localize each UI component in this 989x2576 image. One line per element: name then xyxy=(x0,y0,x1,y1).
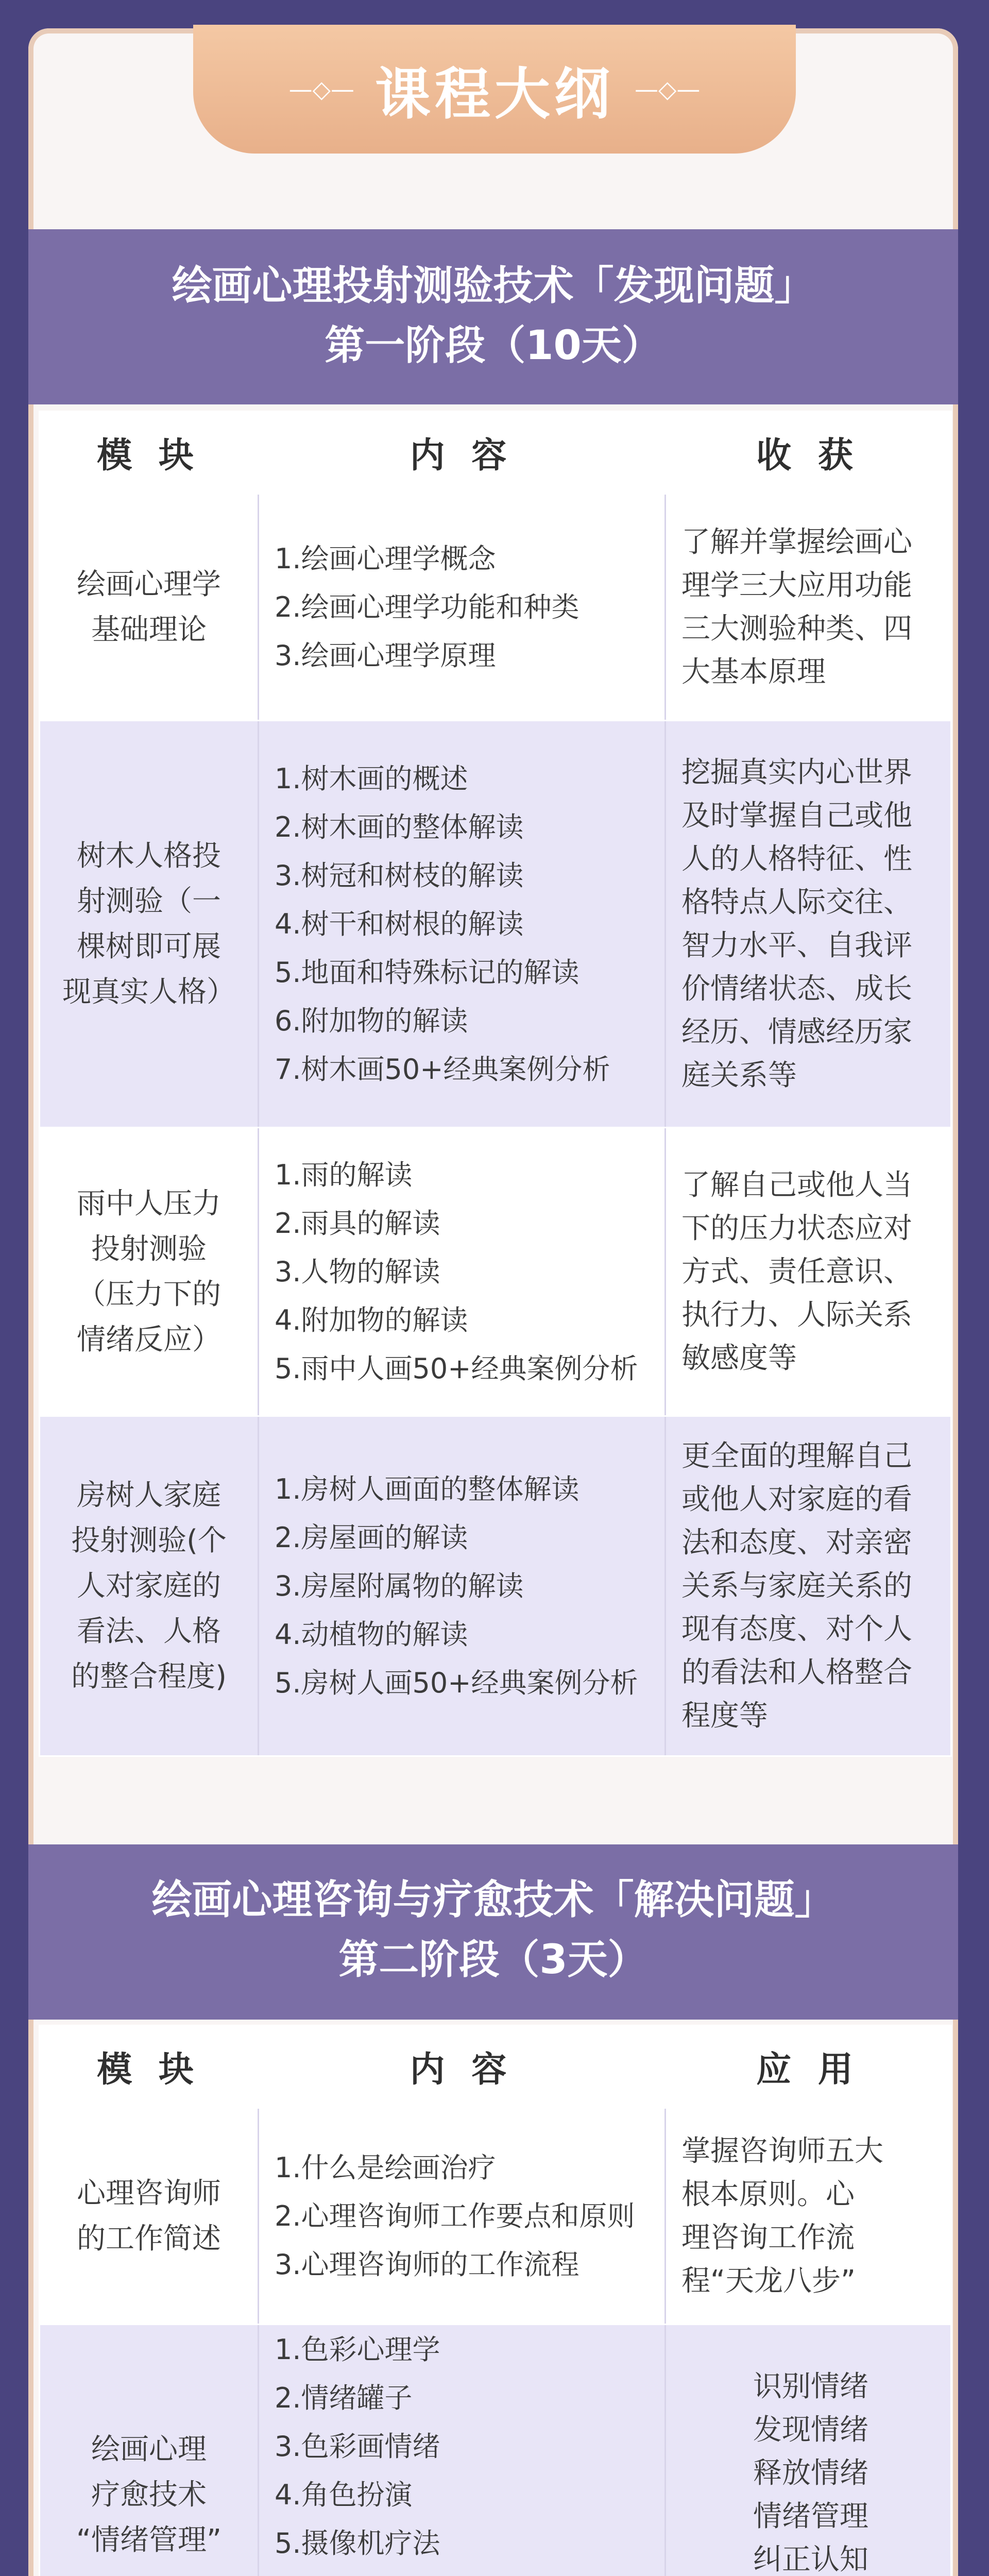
result-line: 了解并掌握绘画心 xyxy=(681,525,912,559)
section2-table xyxy=(39,2025,952,2576)
table-row xyxy=(40,2325,951,2576)
module-line: 现真实人格） xyxy=(62,975,235,1009)
content-line: 6.附加物的解读 xyxy=(275,1004,468,1037)
content-line: 4.树干和树根的解读 xyxy=(275,907,524,940)
section1-subtitle: 第一阶段（10天） xyxy=(325,323,662,369)
content-cell xyxy=(259,2108,666,2325)
result-line: 识别情绪 xyxy=(753,2370,868,2403)
content-line: 3.树冠和树枝的解读 xyxy=(275,859,524,892)
module-line: 疗愈技术 xyxy=(91,2478,207,2512)
content-line: 2.树木画的整体解读 xyxy=(275,810,524,843)
module-line: 棵树即可展 xyxy=(77,929,221,963)
table-header-row xyxy=(40,2026,951,2108)
content-line: 2.情绪罐子 xyxy=(275,2382,413,2414)
module-line: 绘画心理 xyxy=(91,2433,207,2466)
result-line: 理咨询工作流 xyxy=(681,2221,855,2255)
result-line: 根本原则。心 xyxy=(681,2177,855,2211)
content-cell xyxy=(259,721,666,1128)
result-line: 方式、责任意识、 xyxy=(681,1255,912,1289)
content-line: 1.雨的解读 xyxy=(275,1158,413,1191)
content-line: 1.房树人画面的整体解读 xyxy=(275,1472,579,1505)
content-cell xyxy=(259,1128,666,1416)
title-banner xyxy=(193,25,796,154)
content-line: 7.树木画50+经典案例分析 xyxy=(275,1053,610,1086)
result-cell xyxy=(666,494,951,721)
module-line: 投射测验(个 xyxy=(71,1523,227,1557)
application-header: 应 用 xyxy=(666,2026,951,2108)
module-cell xyxy=(40,721,259,1128)
result-line: 更全面的理解自己 xyxy=(681,1439,912,1473)
section2-header xyxy=(28,1844,958,2020)
content-line: 5.摄像机疗法 xyxy=(275,2527,440,2560)
result-line: 释放情绪 xyxy=(753,2456,868,2490)
module-line: 人对家庭的 xyxy=(77,1569,221,1603)
result-line: 敏感度等 xyxy=(681,1341,797,1375)
result-line: 程“天龙八步” xyxy=(681,2264,856,2298)
content-line: 3.色彩画情绪 xyxy=(275,2430,440,2463)
result-line: 或他人对家庭的看 xyxy=(681,1482,912,1516)
result-line: 挖掘真实内心世界 xyxy=(681,755,912,789)
result-line: 关系与家庭关系的 xyxy=(681,1569,912,1603)
content-line: 5.房树人画50+经典案例分析 xyxy=(275,1666,638,1699)
right-diamond-decoration: —◇— xyxy=(635,75,701,103)
module-cell xyxy=(40,2108,259,2325)
content-line: 2.房屋画的解读 xyxy=(275,1521,468,1554)
result-line: 纠正认知 xyxy=(753,2543,868,2576)
result-line: 格特点人际交往、 xyxy=(681,885,912,919)
result-line: 理学三大应用功能 xyxy=(681,568,912,602)
content-line: 4.角色扮演 xyxy=(275,2479,413,2511)
content-line: 4.动植物的解读 xyxy=(275,1618,468,1651)
content-line: 4.附加物的解读 xyxy=(275,1303,468,1336)
page-title: 课程大纲 xyxy=(374,62,614,127)
module-line: （压力下的 xyxy=(77,1277,221,1311)
result-line: 了解自己或他人当 xyxy=(681,1168,912,1202)
result-line: 情绪管理 xyxy=(753,2500,868,2533)
result-header: 收 获 xyxy=(666,412,951,494)
result-line: 大基本原理 xyxy=(681,655,826,689)
result-line: 发现情绪 xyxy=(753,2413,868,2447)
module-line: 基础理论 xyxy=(91,613,207,647)
section1-header xyxy=(28,229,958,404)
module-cell xyxy=(40,494,259,721)
module-line: 心理咨询师 xyxy=(77,2176,221,2210)
content-line: 1.树木画的概述 xyxy=(275,762,468,795)
result-line: 下的压力状态应对 xyxy=(681,1211,912,1245)
result-cell xyxy=(666,2108,951,2325)
result-line: 三大测验种类、四 xyxy=(681,612,912,646)
left-diamond-decoration: —◇— xyxy=(288,75,354,103)
result-line: 庭关系等 xyxy=(681,1058,797,1092)
result-line: 及时掌握自己或他 xyxy=(681,799,912,833)
result-cell xyxy=(666,2325,951,2576)
table-row xyxy=(40,1416,951,1756)
table-header-row xyxy=(40,412,951,494)
content-line: 5.地面和特殊标记的解读 xyxy=(275,956,579,989)
result-line: 的看法和人格整合 xyxy=(681,1655,912,1689)
content-line: 5.雨中人画50+经典案例分析 xyxy=(275,1352,638,1385)
table-row xyxy=(40,2108,951,2325)
module-line: “情绪管理” xyxy=(76,2523,222,2557)
result-line: 法和态度、对亲密 xyxy=(681,1526,912,1560)
result-line: 程度等 xyxy=(681,1699,768,1733)
module-line: 看法、人格 xyxy=(77,1614,221,1648)
module-header: 模 块 xyxy=(40,2026,259,2108)
result-line: 现有态度、对个人 xyxy=(681,1612,912,1646)
module-cell xyxy=(40,2325,259,2576)
content-line: 1.绘画心理学概念 xyxy=(275,542,496,575)
section1-table xyxy=(39,411,952,1757)
table-row xyxy=(40,494,951,721)
module-cell xyxy=(40,1416,259,1756)
table-row xyxy=(40,721,951,1128)
content-cell xyxy=(259,494,666,721)
content-line: 3.房屋附属物的解读 xyxy=(275,1569,524,1602)
module-cell xyxy=(40,1128,259,1416)
content-line xyxy=(275,2568,664,2576)
module-line: 房树人家庭 xyxy=(77,1478,221,1512)
result-cell xyxy=(666,721,951,1128)
table-row xyxy=(40,1128,951,1416)
section1-title: 绘画心理投射测验技术「发现问题」 xyxy=(172,263,815,309)
module-line: 射测验（一 xyxy=(77,884,221,918)
content-cell xyxy=(259,1416,666,1756)
module-line: 情绪反应） xyxy=(77,1323,221,1357)
content-cell xyxy=(259,2325,666,2576)
content-header: 内 容 xyxy=(259,2026,666,2108)
content-line: 1.色彩心理学 xyxy=(275,2333,440,2366)
content-line: 1.什么是绘画治疗 xyxy=(275,2151,496,2184)
result-cell xyxy=(666,1128,951,1416)
content-line: 3.心理咨询师的工作流程 xyxy=(275,2248,579,2281)
section2-title: 绘画心理咨询与疗愈技术「解决问题」 xyxy=(151,1877,835,1923)
result-cell xyxy=(666,1416,951,1756)
result-line: 人的人格特征、性 xyxy=(681,842,912,876)
result-line: 执行力、人际关系 xyxy=(681,1298,912,1332)
result-line: 价情绪状态、成长 xyxy=(681,972,912,1006)
content-line: 3.人物的解读 xyxy=(275,1255,440,1288)
result-line: 智力水平、自我评 xyxy=(681,928,912,962)
module-line: 投射测验 xyxy=(91,1232,207,1266)
content-line: 3.绘画心理学原理 xyxy=(275,639,496,672)
module-line: 绘画心理学 xyxy=(77,567,221,601)
content-line: 2.绘画心理学功能和种类 xyxy=(275,590,579,623)
result-line: 掌握咨询师五大 xyxy=(681,2134,883,2168)
module-line: 的整合程度) xyxy=(71,1659,227,1693)
module-header: 模 块 xyxy=(40,412,259,494)
content-line: 2.雨具的解读 xyxy=(275,1207,440,1240)
content-header: 内 容 xyxy=(259,412,666,494)
result-line: 经历、情感经历家 xyxy=(681,1015,912,1049)
module-line: 的工作简述 xyxy=(77,2222,221,2256)
section2-subtitle: 第二阶段（3天） xyxy=(338,1937,648,1983)
module-line: 树木人格投 xyxy=(77,839,221,873)
module-line: 雨中人压力 xyxy=(77,1187,221,1221)
content-line: 2.心理咨询师工作要点和原则 xyxy=(275,2199,635,2232)
